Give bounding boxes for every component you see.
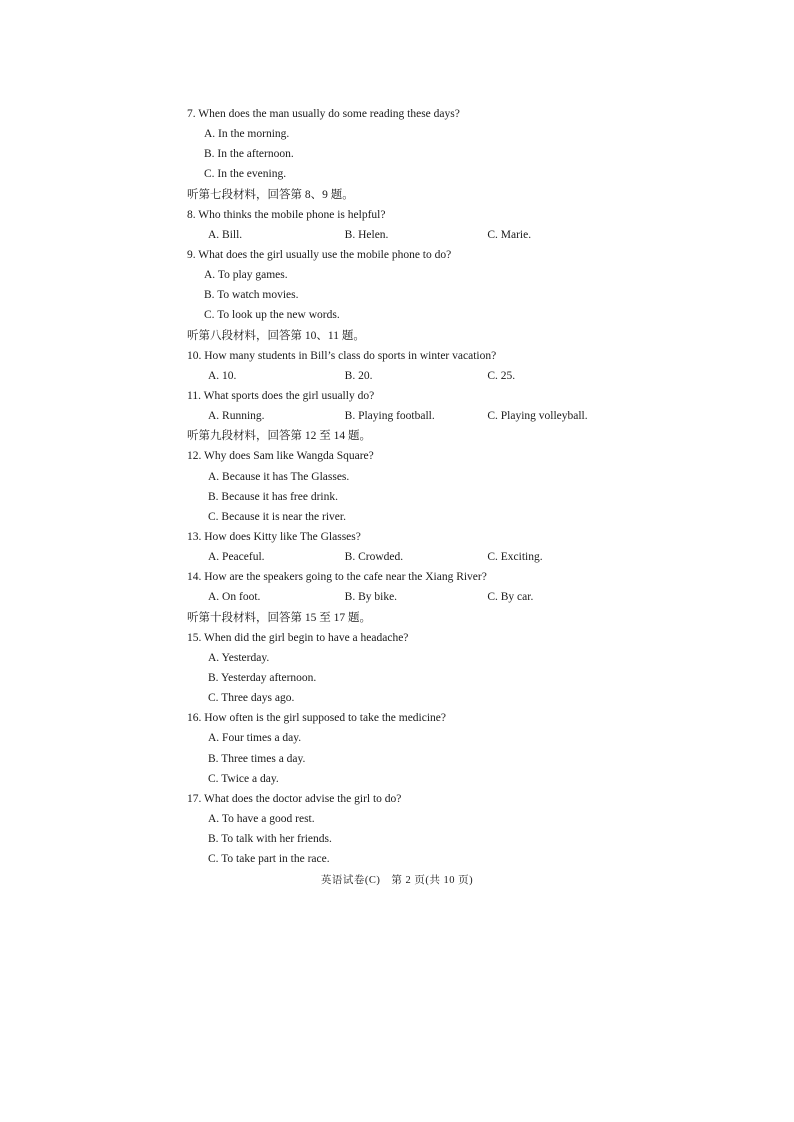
q10-options-row [187,366,627,386]
question-13: 13. How does Kitty like The Glasses? [187,531,361,543]
question-list [187,104,627,869]
question-11: 11. What sports does the girl usually do? [187,390,375,402]
page-footer: 英语试卷(C) 第 2 页(共 10 页) [320,875,474,886]
q8-options-row [187,225,627,245]
question-17: 17. What does the doctor advise the girl to do? [187,792,402,805]
question-10: 10. How many students in Bill’s class do sports in winter vacation? [187,349,497,362]
section-8-instruction: 听第八段材料，回答第 10、11 题。 [187,329,365,342]
q16-option-b: B. Three times a day. [208,752,306,765]
q12-option-b: B. Because it has free drink. [208,490,338,503]
question-16: 16. How often is the girl supposed to take the medicine? [187,712,447,725]
q14-option-c: C. By car. [487,591,534,604]
q8-option-a: A. Bill. [208,228,243,241]
q7-option-c: C. In the evening. [204,168,287,181]
q15-option-c: C. Three days ago. [208,692,295,705]
question-8: 8. Who thinks the mobile phone is helpful? [187,208,386,221]
q12-option-a: A. Because it has The Glasses. [208,470,350,483]
q17-option-c: C. To take part in the race. [208,853,330,866]
q13-option-c: C. Exciting. [487,551,543,564]
q9-option-a: A. To play games. [204,269,288,282]
q9-option-b: B. To watch movies. [204,289,299,302]
q9-option-c: C. To look up the new words. [204,309,340,322]
q15-option-b: B. Yesterday afternoon. [208,672,317,685]
q10-option-b: B. 20. [344,369,373,382]
q14-option-a: A. On foot. [208,591,261,604]
question-12: 12. Why does Sam like Wangda Square? [187,450,374,463]
q15-option-a: A. Yesterday. [208,651,270,664]
q16-option-c: C. Twice a day. [208,772,279,785]
q10-option-a: A. 10. [208,369,237,382]
q16-option-a: A. Four times a day. [208,732,302,745]
question-9: 9. What does the girl usually use the mobile phone to do? [187,249,452,261]
q11-options-row [187,406,627,426]
q13-option-b: B. Crowded. [344,551,404,564]
q10-option-c: C. 25. [487,369,516,382]
q14-option-b: B. By bike. [344,591,398,604]
q13-options-row [187,547,627,567]
q17-option-b: B. To talk with her friends. [208,833,332,846]
section-7-instruction: 听第七段材料，回答第 8、9 题。 [187,188,354,201]
q11-option-b: B. Playing football. [344,410,435,423]
q13-option-a: A. Peaceful. [208,551,265,564]
q12-option-c: C. Because it is near the river. [208,510,346,523]
q17-option-a: A. To have a good rest. [208,813,315,825]
q8-option-c: C. Marie. [487,228,532,241]
q7-option-a: A. In the morning. [204,128,290,141]
question-7: 7. When does the man usually do some reading these days? [187,108,460,120]
q7-option-b: B. In the afternoon. [204,148,294,161]
question-14: 14. How are the speakers going to the cafe near the Xiang River? [187,571,487,584]
q14-options-row [187,587,627,607]
q11-option-c: C. Playing volleyball. [487,410,588,423]
section-9-instruction: 听第九段材料，回答第 12 至 14 题。 [187,430,371,443]
question-15: 15. When did the girl begin to have a headache? [187,631,409,644]
section-10-instruction: 听第十段材料，回答第 15 至 17 题。 [187,611,371,624]
q8-option-b: B. Helen. [344,228,389,241]
q11-option-a: A. Running. [208,410,265,423]
